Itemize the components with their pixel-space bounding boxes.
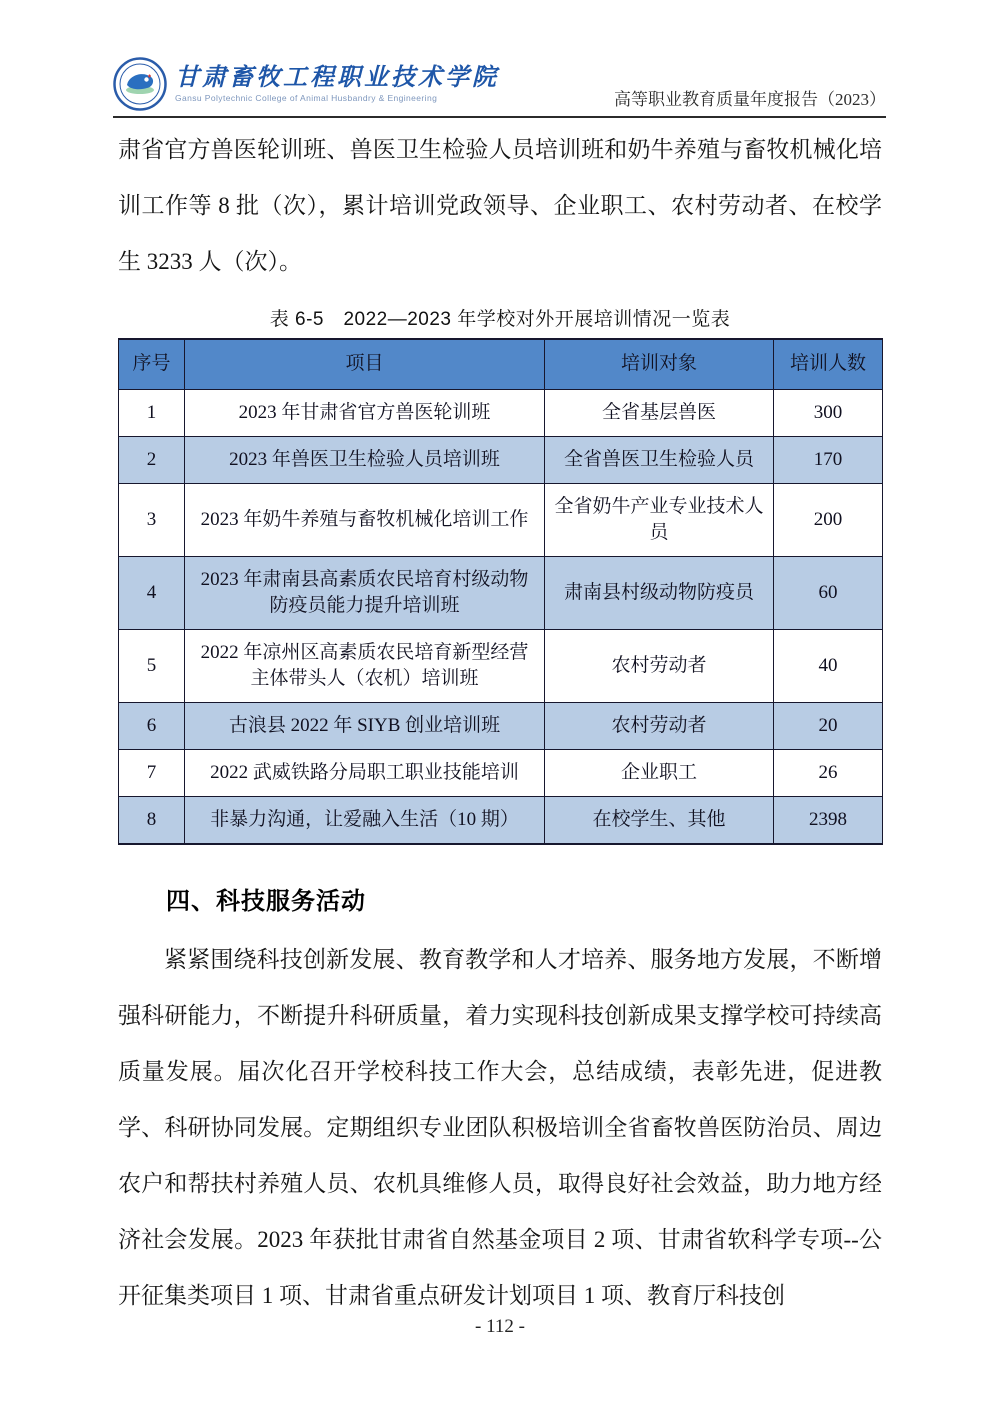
column-header-target: 培训对象 <box>545 339 774 389</box>
cell-target: 肃南县村级动物防疫员 <box>545 556 774 629</box>
cell-no: 2 <box>119 436 185 483</box>
paragraph-training-summary: 肃省官方兽医轮训班、兽医卫生检验人员培训班和奶牛养殖与畜牧机械化培训工作等 8 批（次），累计培训党政领导、企业职工、农村劳动者、在校学生 3233 人（次）。 <box>118 137 882 274</box>
page-content <box>118 122 882 1324</box>
table-caption: 表 6-5 2022—2023 年学校对外开展培训情况一览表 <box>269 309 731 330</box>
cell-count: 20 <box>774 702 883 749</box>
college-name-block <box>175 65 499 104</box>
table-row <box>119 796 883 844</box>
cell-no: 1 <box>119 389 185 436</box>
column-header-no: 序号 <box>119 339 185 389</box>
table-row <box>119 436 883 483</box>
table-row <box>119 702 883 749</box>
cell-count: 60 <box>774 556 883 629</box>
cell-no: 3 <box>119 483 185 556</box>
cell-count: 40 <box>774 629 883 702</box>
cell-count: 26 <box>774 749 883 796</box>
cell-project: 2022 年凉州区高素质农民培育新型经营主体带头人（农机）培训班 <box>185 629 545 702</box>
cell-no: 5 <box>119 629 185 702</box>
training-table <box>118 338 883 845</box>
cell-count: 170 <box>774 436 883 483</box>
cell-count: 300 <box>774 389 883 436</box>
cell-project: 2023 年奶牛养殖与畜牧机械化培训工作 <box>185 483 545 556</box>
cell-target: 全省兽医卫生检验人员 <box>545 436 774 483</box>
cell-no: 6 <box>119 702 185 749</box>
table-row <box>119 749 883 796</box>
cell-target: 农村劳动者 <box>545 629 774 702</box>
column-header-project: 项目 <box>185 339 545 389</box>
cell-target: 企业职工 <box>545 749 774 796</box>
cell-target: 全省奶牛产业专业技术人员 <box>545 483 774 556</box>
college-logo-icon <box>113 57 167 111</box>
cell-project: 2023 年兽医卫生检验人员培训班 <box>185 436 545 483</box>
college-brand <box>113 57 499 111</box>
cell-target: 全省基层兽医 <box>545 389 774 436</box>
cell-target: 在校学生、其他 <box>545 796 774 844</box>
cell-no: 8 <box>119 796 185 844</box>
cell-project: 2022 武威铁路分局职工职业技能培训 <box>185 749 545 796</box>
cell-project: 古浪县 2022 年 SIYB 创业培训班 <box>185 702 545 749</box>
cell-project: 2023 年肃南县高素质农民培育村级动物防疫员能力提升培训班 <box>185 556 545 629</box>
table-row <box>119 556 883 629</box>
column-header-count: 培训人数 <box>774 339 883 389</box>
table-header-row <box>119 339 883 389</box>
table-row <box>119 629 883 702</box>
cell-no: 4 <box>119 556 185 629</box>
cell-project: 2023 年甘肃省官方兽医轮训班 <box>185 389 545 436</box>
table-row <box>119 389 883 436</box>
table-row <box>119 483 883 556</box>
report-title: 高等职业教育质量年度报告（2023） <box>614 90 886 109</box>
cell-count: 200 <box>774 483 883 556</box>
cell-count: 2398 <box>774 796 883 844</box>
paragraph-science-service: 紧紧围绕科技创新发展、教育教学和人才培养、服务地方发展，不断增强科研能力，不断提升科研质量，着力实现科技创新成果支撑学校可持续高质量发展。届次化召开学校科技工作大会，总结成绩，表彰先进，促进教学、科研协同发展。定期组织专业团队积极培训全省畜牧兽医防治员、周边农户和帮扶村养殖人员、农机具维修人员，取得良好社会效益，助力地方经济社会发展。2023 年获批甘肃省自然基金项目 2 项、甘肃省软科学专项--公开征集类项目 1 项、甘肃省重点研发计划项目 1 项、教育厅科技创 <box>118 946 882 1308</box>
cell-target: 农村劳动者 <box>545 702 774 749</box>
college-name-zh: 甘肃畜牧工程职业技术学院 <box>175 64 499 91</box>
cell-no: 7 <box>119 749 185 796</box>
page-number: - 112 - <box>475 1316 525 1337</box>
cell-project: 非暴力沟通，让爱融入生活（10 期） <box>185 796 545 844</box>
page-header <box>113 50 886 118</box>
section-heading: 四、科技服务活动 <box>166 887 366 915</box>
college-name-en: Gansu Polytechnic College of Animal Husbandry & Engineering <box>175 93 438 104</box>
